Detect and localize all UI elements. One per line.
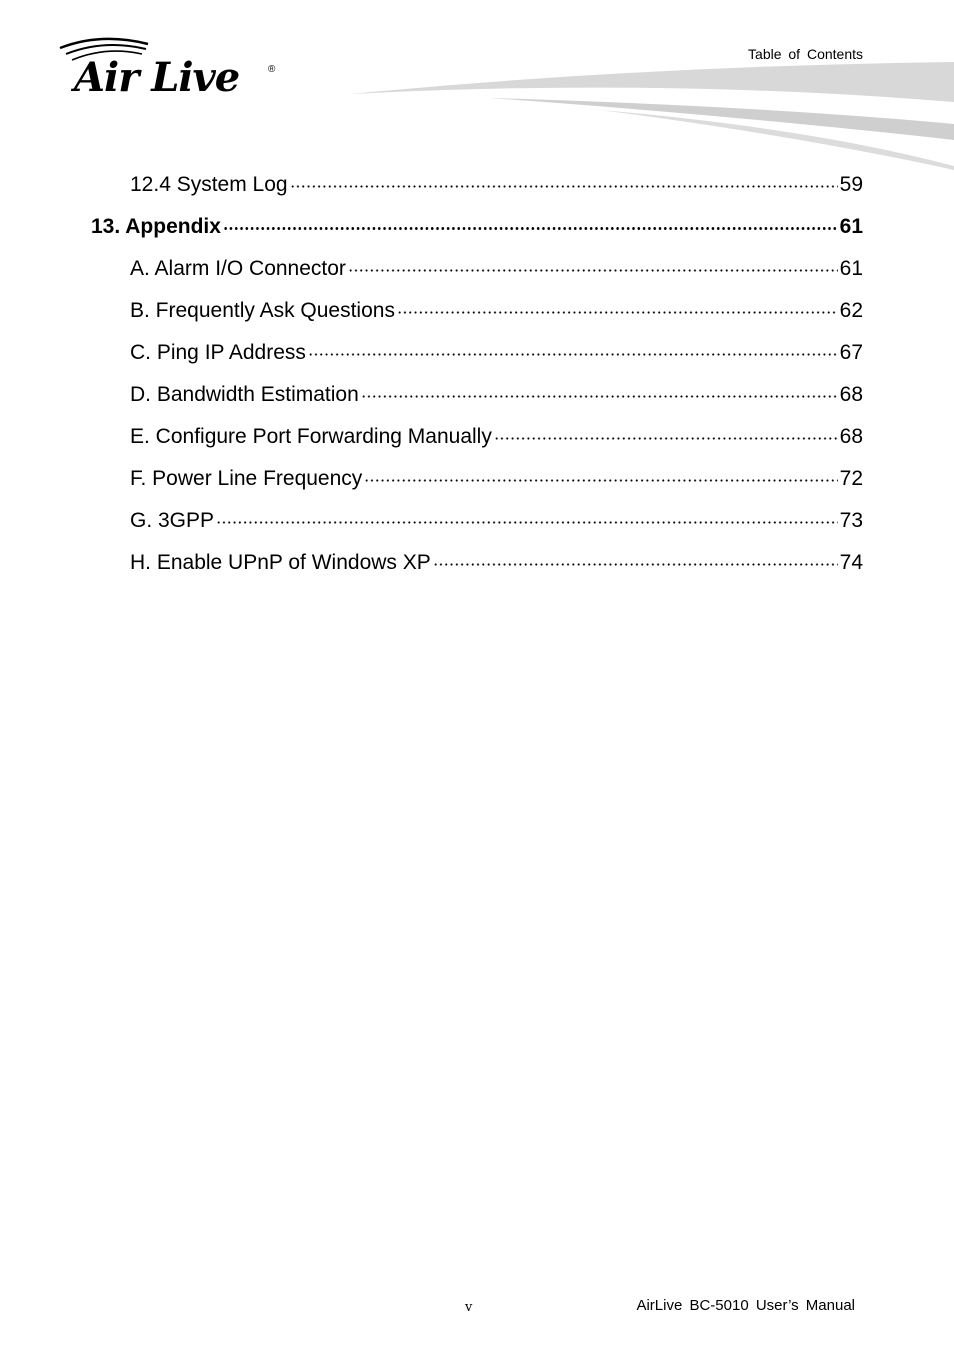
toc-entry-label: 13. Appendix	[91, 215, 221, 238]
toc-entry-label: D. Bandwidth Estimation	[130, 383, 359, 406]
toc-dot-leader	[433, 547, 838, 569]
toc-dot-leader	[223, 211, 838, 233]
toc-dot-leader	[494, 421, 838, 443]
toc-entry-page: 72	[839, 467, 863, 490]
toc-entry[interactable]	[130, 337, 863, 363]
toc-entry[interactable]	[130, 463, 863, 489]
toc-entry[interactable]	[130, 253, 863, 279]
toc-entry-page: 73	[839, 509, 863, 532]
toc-entry-page: 74	[839, 551, 863, 574]
toc-entry-page: 61	[839, 257, 863, 280]
toc-entry[interactable]	[130, 379, 863, 405]
toc-entry[interactable]	[130, 547, 863, 573]
toc-entry-label: C. Ping IP Address	[130, 341, 306, 364]
toc-entry[interactable]	[130, 421, 863, 447]
toc-entry[interactable]	[130, 505, 863, 531]
toc-entry-page: 67	[839, 341, 863, 364]
toc-dot-leader	[308, 337, 838, 359]
toc-entry-page: 61	[839, 215, 863, 238]
toc-dot-leader	[361, 379, 838, 401]
toc-entry-label: F. Power Line Frequency	[130, 467, 363, 490]
header-section-title: Table of Contents	[748, 46, 863, 62]
toc-entry-label: B. Frequently Ask Questions	[130, 299, 395, 322]
toc-dot-leader	[397, 295, 838, 317]
toc-entry[interactable]	[91, 211, 863, 237]
toc-entry-page: 68	[839, 383, 863, 406]
footer-manual-title: AirLive BC-5010 User’s Manual	[636, 1297, 855, 1314]
toc-dot-leader	[348, 253, 838, 275]
toc-dot-leader	[216, 505, 838, 527]
toc-entry-label: H. Enable UPnP of Windows XP	[130, 551, 431, 574]
toc-dot-leader	[290, 169, 838, 191]
toc-entry-page: 62	[839, 299, 863, 322]
toc-entry[interactable]	[130, 295, 863, 321]
toc-dot-leader	[364, 463, 837, 485]
toc-entry-label: E. Configure Port Forwarding Manually	[130, 425, 492, 448]
registered-mark: ®	[268, 64, 276, 75]
toc-entry-label: A. Alarm I/O Connector	[130, 257, 346, 280]
header-swoosh-decoration	[340, 58, 954, 178]
toc-entry-label: 12.4 System Log	[130, 173, 288, 196]
toc-entry[interactable]	[130, 169, 863, 195]
toc-entry-page: 59	[839, 173, 863, 196]
airlive-logo	[56, 34, 286, 104]
footer-page-number: v	[465, 1300, 473, 1315]
toc-entry-label: G. 3GPP	[130, 509, 215, 532]
logo-text: Air Live	[74, 54, 240, 101]
toc-entry-page: 68	[839, 425, 863, 448]
